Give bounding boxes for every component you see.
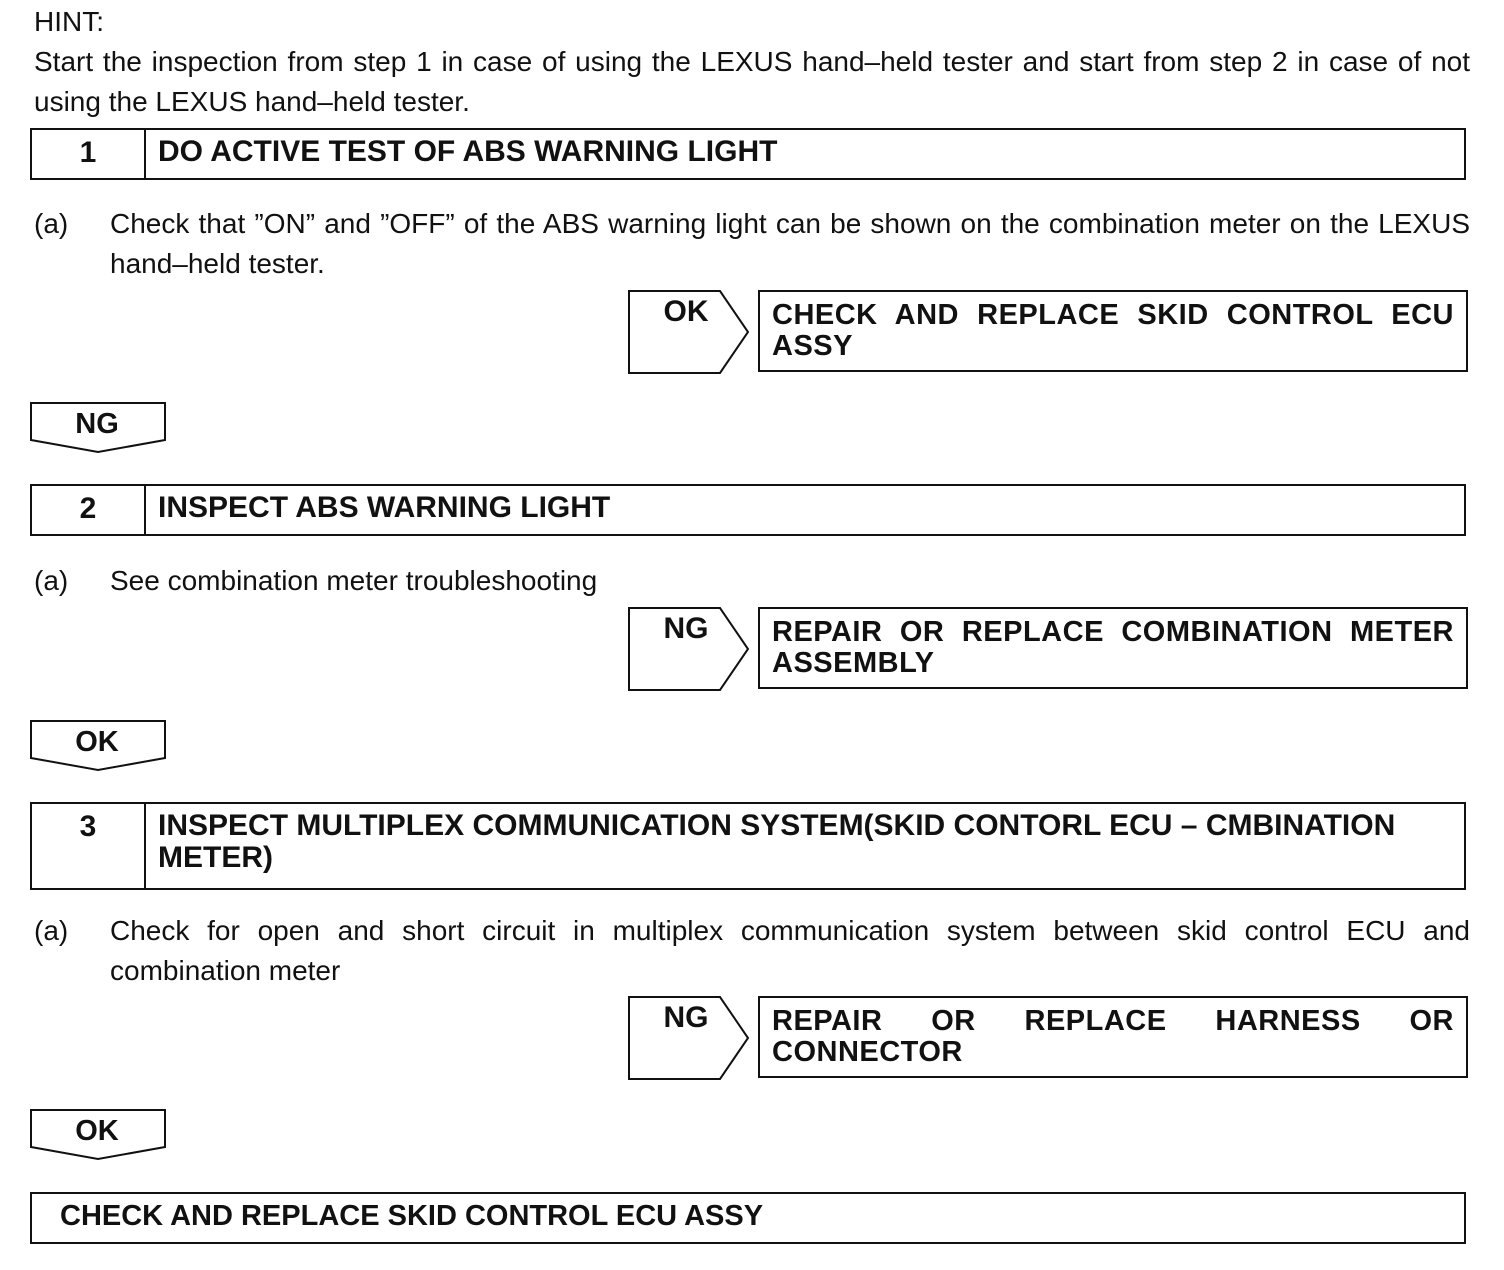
step-1-next-label: NG <box>75 408 119 440</box>
step-1-header <box>30 128 1466 180</box>
step-2-header <box>30 484 1466 536</box>
step-2-next-label: OK <box>75 726 119 758</box>
step-1-sub-label: (a) <box>34 208 69 239</box>
step-2-number: 2 <box>32 486 146 534</box>
step-2-branch-action: REPAIR OR REPLACE COMBINATION METER ASSEMBLY <box>758 607 1468 689</box>
step-2-next-flow <box>30 720 166 772</box>
step-2-branch <box>628 607 1468 691</box>
step-3-branch-label: NG <box>663 1001 709 1034</box>
step-1-branch-label: OK <box>663 295 709 328</box>
hint-text: Start the inspection from step 1 in case of using the LEXUS hand–held tester and start from step 2 in case of not using the LEXUS hand–held tester. <box>34 46 1470 117</box>
step-1-branch <box>628 290 1468 374</box>
final-action-box: CHECK AND REPLACE SKID CONTROL ECU ASSY <box>30 1192 1466 1244</box>
step-3-sub-label: (a) <box>34 915 69 946</box>
step-2-sub-text: See combination meter troubleshooting <box>110 565 598 596</box>
hint-label: HINT: <box>34 6 104 37</box>
step-1-next-flow <box>30 402 166 454</box>
step-1-sub-text: Check that ”ON” and ”OFF” of the ABS warning light can be shown on the combination meter on the LEXUS hand–held tester. <box>110 208 1470 279</box>
step-3-title: INSPECT MULTIPLEX COMMUNICATION SYSTEM(SKID CONTORL ECU – CMBINATION METER) <box>158 809 1396 874</box>
step-1-branch-action: CHECK AND REPLACE SKID CONTROL ECU ASSY <box>758 290 1468 372</box>
step-2-branch-label: NG <box>663 612 709 645</box>
step-1-number: 1 <box>32 130 146 178</box>
step-2-sub-label: (a) <box>34 565 69 596</box>
step-2-title: INSPECT ABS WARNING LIGHT <box>158 491 611 524</box>
step-1-title: DO ACTIVE TEST OF ABS WARNING LIGHT <box>158 135 778 168</box>
step-3-header <box>30 802 1466 890</box>
step-3-branch-action: REPAIR OR REPLACE HARNESS OR CONNECTOR <box>758 996 1468 1078</box>
step-3-number: 3 <box>32 804 146 888</box>
step-3-next-flow <box>30 1109 166 1161</box>
step-3-next-label: OK <box>75 1115 119 1147</box>
step-3-sub-text: Check for open and short circuit in multiplex communication system between skid control ECU and combination meter <box>110 915 1470 986</box>
step-3-branch <box>628 996 1468 1080</box>
